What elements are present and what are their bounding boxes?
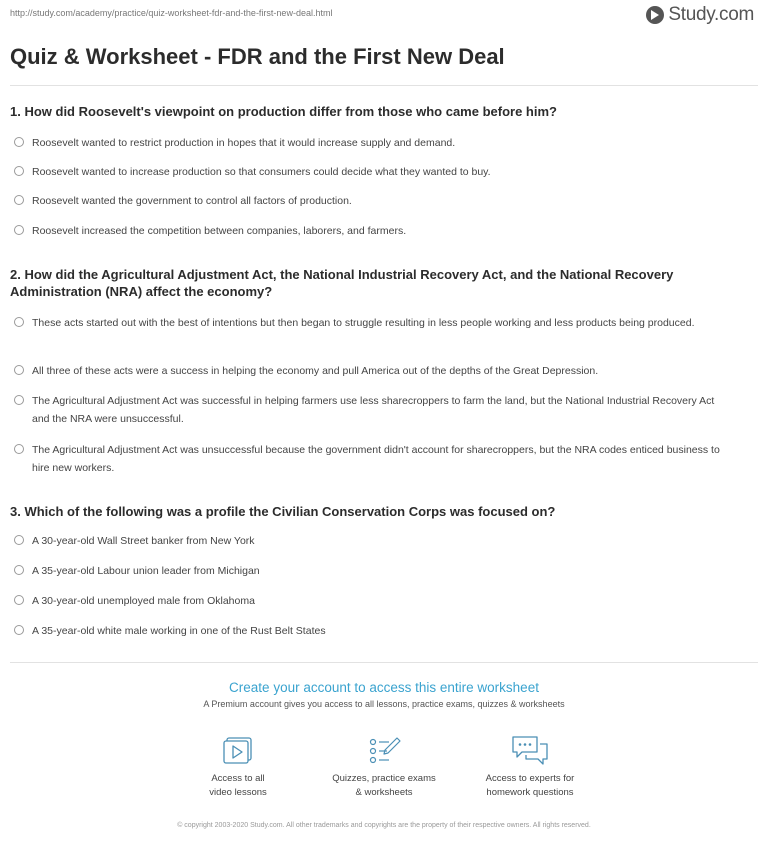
option-text: A 35-year-old Labour union leader from Michigan <box>32 565 260 577</box>
radio-button[interactable] <box>14 565 24 575</box>
q2-option-2[interactable] <box>32 362 732 380</box>
feature-label: Access to experts for homework questions <box>485 773 575 798</box>
q1-option-2[interactable] <box>32 163 732 181</box>
q2-option-3[interactable] <box>32 392 732 428</box>
promo-subtitle: A Premium account gives you access to all lessons, practice exams, quizzes & worksheets <box>203 699 565 709</box>
question-3: 3. Which of the following was a profile the Civilian Conservation Corps was focused on? <box>10 504 556 519</box>
radio-button[interactable] <box>14 625 24 635</box>
q3-option-3[interactable] <box>32 592 732 610</box>
option-text: Roosevelt increased the competition between companies, laborers, and farmers. <box>32 225 407 237</box>
option-text: The Agricultural Adjustment Act was unsuccessful because the government didn't account for sharecroppers, but the NRA codes enticed business to hire new workers. <box>32 444 720 474</box>
q3-option-4[interactable] <box>32 622 732 640</box>
option-text: A 30-year-old Wall Street banker from New York <box>32 535 255 547</box>
q2-option-4[interactable] <box>32 441 732 477</box>
radio-button[interactable] <box>14 535 24 545</box>
option-text: Roosevelt wanted the government to control all factors of production. <box>32 195 352 207</box>
q2-option-1[interactable] <box>32 314 732 332</box>
radio-button[interactable] <box>14 395 24 405</box>
q1-option-4[interactable] <box>32 222 732 240</box>
q1-option-3[interactable] <box>32 192 732 210</box>
radio-button[interactable] <box>14 137 24 147</box>
radio-button[interactable] <box>14 317 24 327</box>
question-1: 1. How did Roosevelt's viewpoint on production differ from those who came before him? <box>10 104 557 119</box>
option-text: The Agricultural Adjustment Act was successful in helping farmers use less sharecroppers to farm the land, but the National Industrial Recovery Act and the NRA were unsuccessful. <box>32 395 715 425</box>
option-text: A 35-year-old white male working in one of the Rust Belt States <box>32 625 326 637</box>
study-logo[interactable] <box>646 4 754 26</box>
radio-button[interactable] <box>14 444 24 454</box>
option-text: These acts started out with the best of intentions but then began to struggle resulting in less people working and less products being produced. <box>32 317 695 329</box>
radio-button[interactable] <box>14 195 24 205</box>
option-text: All three of these acts were a success in helping the economy and pull America out of the depths of the Great Depression. <box>32 365 599 377</box>
chat-bubbles-icon <box>510 734 550 768</box>
q1-option-1[interactable] <box>32 134 732 152</box>
radio-button[interactable] <box>14 595 24 605</box>
option-text: Roosevelt wanted to restrict production in hopes that it would increase supply and demand. <box>32 137 456 149</box>
option-text: A 30-year-old unemployed male from Oklahoma <box>32 595 255 607</box>
option-text: Roosevelt wanted to increase production so that consumers could decide what they wanted to buy. <box>32 166 491 178</box>
radio-button[interactable] <box>14 365 24 375</box>
feature-video-lessons <box>168 734 308 800</box>
video-lesson-icon <box>221 734 255 768</box>
question-2: 2. How did the Agricultural Adjustment Act, the National Industrial Recovery Act, and the National Recovery Administration (NRA) affect the economy? <box>10 267 674 299</box>
promo-divider <box>10 662 758 663</box>
q3-option-2[interactable] <box>32 562 732 580</box>
page-url: http://study.com/academy/practice/quiz-worksheet-fdr-and-the-first-new-deal.html <box>10 8 333 18</box>
radio-button[interactable] <box>14 166 24 176</box>
feature-label: Quizzes, practice exams & worksheets <box>332 773 436 798</box>
feature-quizzes <box>314 734 454 800</box>
copyright-footer <box>0 820 768 831</box>
q3-option-1[interactable] <box>32 532 732 550</box>
feature-label: Access to all video lessons <box>209 773 267 798</box>
radio-button[interactable] <box>14 225 24 235</box>
feature-experts <box>460 734 600 800</box>
title-divider <box>10 85 758 86</box>
promo-title[interactable]: Create your account to access this entire worksheet <box>229 680 539 695</box>
brand-name: Study.com <box>668 4 754 25</box>
play-logo-icon <box>646 6 664 24</box>
page-title: Quiz & Worksheet - FDR and the First New Deal <box>10 44 505 69</box>
quiz-checklist-icon <box>367 734 401 768</box>
copyright-text: © copyright 2003-2020 Study.com. All other trademarks and copyrights are the property of their respective owners. All rights reserved. <box>177 822 591 829</box>
